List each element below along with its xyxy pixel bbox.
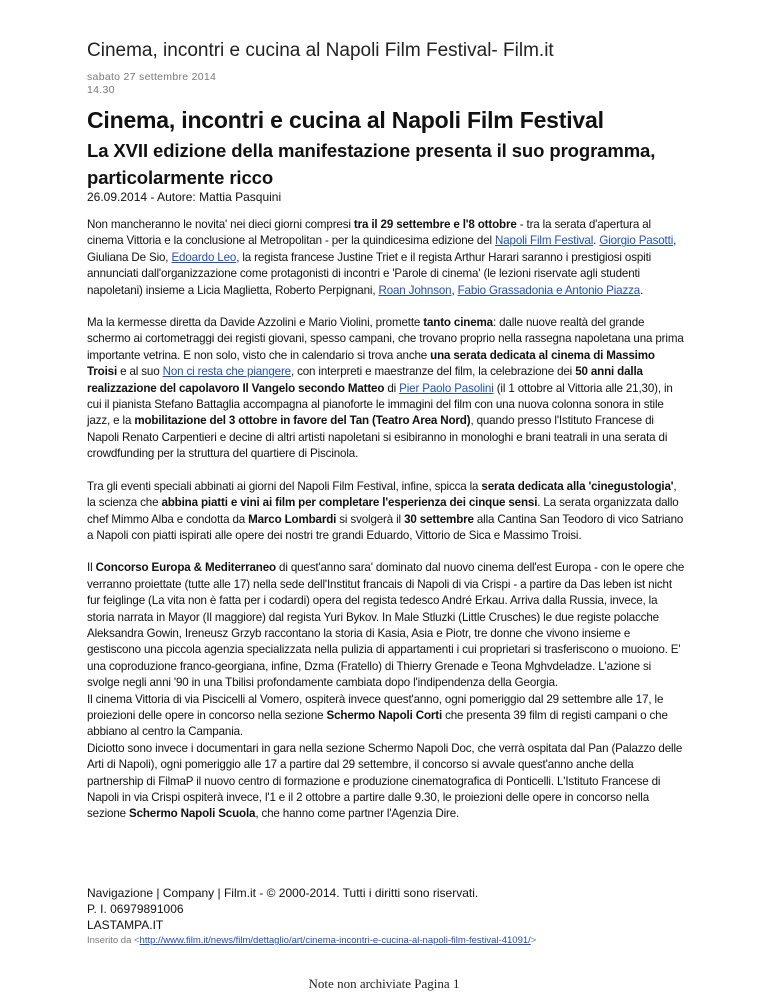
document-title: Cinema, incontri e cucina al Napoli Film Festival- Film.it <box>87 40 554 61</box>
article-subheadline: La XVII edizione della manifestazione presenta il suo programma, particolarmente ricco <box>87 140 656 188</box>
footer-vat: P. I. 06979891006 <box>87 902 184 916</box>
link-napoli-film-festival[interactable]: Napoli Film Festival <box>495 234 594 248</box>
time-line: 14.30 <box>87 84 115 96</box>
article-headline: Cinema, incontri e cucina al Napoli Film Festival <box>87 107 604 133</box>
paragraph-4: Il Concorso Europa & Mediterraneo di quest'anno sara' dominato dal nuovo cinema dell'est Europa - con le opere che verranno proiettate (tutte alle 17) nella sede dell'Institut francais di Napoli di via Crispi - a partire da Das leben ist nicht fur feiglinge (La vita non è fatta per i codardi) opera del regista tedesco André Erkau. Arriva dalla Russia, invece, la storia narrata in Mayor (Il maggiore) dal regista Yuri Bykov. In Male Stluzki (Little Crusches) le due registe polacche Aleksandra Gowin, Ireneusz Grzyb raccontano la storia di Kasia, Asia e Piotr, tre donne che vivono insieme e gestiscono una piccola agenzia specializzata nella pulizia di appartamenti i cui proprietari si trasferiscono o muoiono. E' una coproduzione franco-georgiana, infine, Dzma (Fratello) di Thierry Grenade e Teona Mghvdeladze. L'azione si svolge negli anni '90 in una Tbilisi profondamente cambiata dopo l'indipendenza della Georgia. <box>87 561 685 690</box>
site-footer <box>87 885 478 933</box>
paragraph-1: Non mancheranno le novita' nei dieci giorni compresi tra il 29 settembre e l'8 ottobre - tra la serata d'apertura al cinema Vittoria e la conclusione al Metropolitan - per la quindicesima edizione del Napoli Film Festival. Giorgio Pasotti, Giuliana De Sio, Edoardo Leo, la regista francese Justine Triet e il regista Arthur Harari saranno i prestigiosi ospiti annunciati dall'organizzazione come protagonisti di incontri e 'Parole di cinema' (le lezioni riservate agli studenti napoletani) insieme a Licia Maglietta, Roberto Perpignani, Roan Johnson, Fabio Grassadonia e Antonio Piazza. <box>87 218 677 297</box>
date-line: sabato 27 settembre 2014 <box>87 71 217 83</box>
link-pier-paolo-pasolini[interactable]: Pier Paolo Pasolini <box>399 381 494 395</box>
link-grassadonia-piazza[interactable]: Fabio Grassadonia e Antonio Piazza <box>457 283 641 297</box>
link-giorgio-pasotti[interactable]: Giorgio Pasotti <box>599 234 674 248</box>
timestamp <box>87 71 216 97</box>
link-non-ci-resta-che-piangere[interactable]: Non ci resta che piangere <box>162 365 291 379</box>
source-url-link[interactable]: http://www.film.it/news/film/dettaglio/art/cinema-incontri-e-cucina-al-napoli-film-festival-41091/ <box>139 935 531 946</box>
paragraph-3: Tra gli eventi speciali abbinati ai giorni del Napoli Film Festival, infine, spicca la serata dedicata alla 'cinegustologia', la scienza che abbina piatti e vini ai film per completare l'esperienza dei cinque sensi. La serata organizzata dallo chef Mimmo Alba e condotta da Marco Lombardi si svolgerà il 30 settembre alla Cantina San Teodoro di vico Satriano a Napoli con piatti ispirati alle opere dei nostri tre grandi Eduardo, Vittorio de Sica e Massimo Troisi. <box>87 479 684 542</box>
article-body <box>87 217 685 823</box>
link-edoardo-leo[interactable]: Edoardo Leo <box>171 250 237 264</box>
footer-navigation: Navigazione | Company | Film.it - © 2000-2014. Tutti i diritti sono riservati. <box>87 886 479 900</box>
article-byline: 26.09.2014 - Autore: Mattia Pasquini <box>87 190 282 204</box>
link-roan-johnson[interactable]: Roan Johnson <box>378 283 452 297</box>
paragraph-5: Il cinema Vittoria di via Piscicelli al Vomero, ospiterà invece quest'anno, ogni pomeriggio dal 29 settembre alle 17, le proiezioni delle opere in concorso nella sezione Schermo Napoli Corti che presenta 39 film di registi campani o che abbiano al centro la Campania. <box>87 692 668 739</box>
footer-brand: LASTAMPA.IT <box>87 918 164 932</box>
paragraph-2: Ma la kermesse diretta da Davide Azzolini e Mario Violini, promette tanto cinema: dalle nuove realtà del grande schermo ai cortometraggi dei registi giovani, spesso campani, che trovano proprio nella rassegna napoletana una prima importante vetrina. E non solo, visto che in calendario si trova anche una serata dedicata al cinema di Massimo Troisi e al suo Non ci resta che piangere, con interpreti e maestranze del film, la celebrazione dei 50 anni dalla realizzazione del capolavoro Il Vangelo secondo Matteo di Pier Paolo Pasolini (il 1 ottobre al Vittoria alle 21,30), in cui il pianista Stefano Battaglia accompagna al pianoforte le immagini del film con una nuova colonna sonora in stile jazz, e la mobilitazione del 3 ottobre in favore del Tan (Teatro Area Nord), quando presso l'Istituto Francese di Napoli Renato Carpentieri e decine di altri artisti napoletani si esibiranno in monologhi e brani teatrali in una serata di crowdfunding per la struttura del quartiere di Piscinola. <box>87 316 684 461</box>
paragraph-6: Diciotto sono invece i documentari in gara nella sezione Schermo Napoli Doc, che verrà ospitata dal Pan (Palazzo delle Arti di Napoli), ogni pomeriggio alle 17 a partire dal 29 settembre, il concorso si avvale quest'anno anche della partnership di FilmaP il nuovo centro di formazione e produzione cinematografica di Ponticelli. L'Istituto Francese di Napoli in via Crispi ospiterà invece, l'1 e il 2 ottobre a partire dalle 9.30, le proiezioni delle opere in concorso nella sezione Schermo Napoli Scuola, che hanno come partner l'Agenzia Dire. <box>87 741 683 821</box>
page-number-footer: Note non archiviate Pagina 1 <box>308 976 460 991</box>
inserted-from: Inserito da <http://www.film.it/news/film/dettaglio/art/cinema-incontri-e-cucina-al-napoli-film-festival-41091/> <box>87 935 537 946</box>
